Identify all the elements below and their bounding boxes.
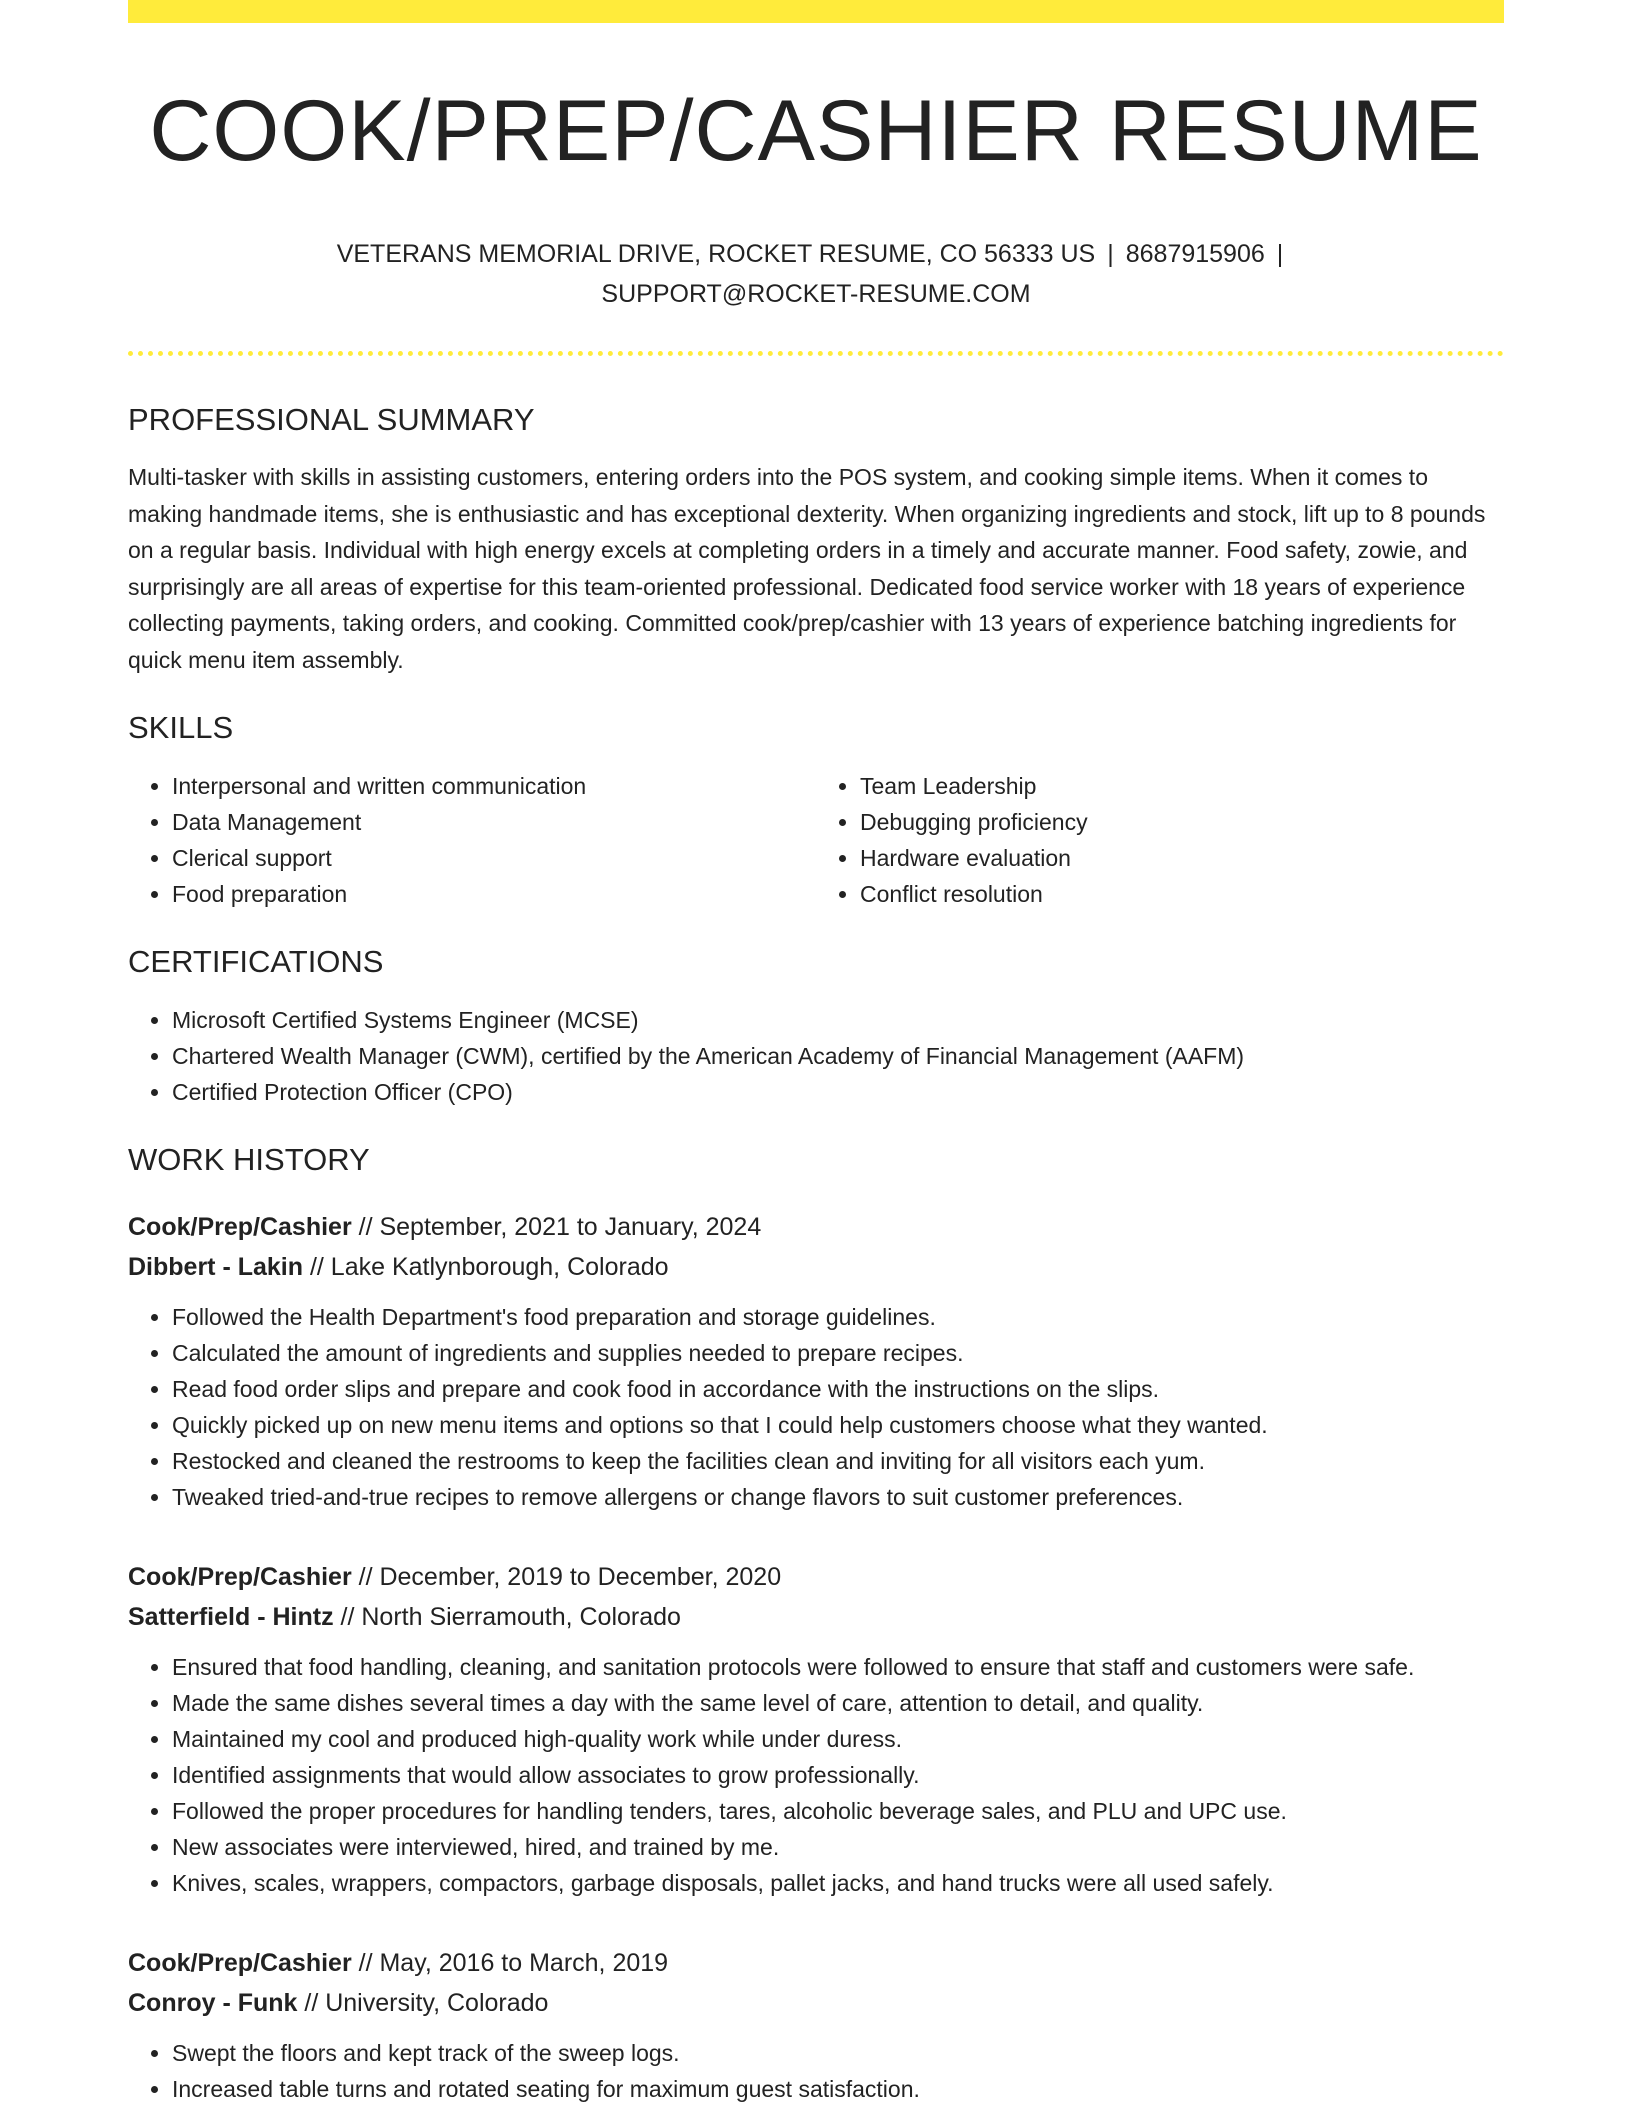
job-duty: • Followed the proper procedures for handling tenders, tares, alcoholic beverage sales, and PLU and UPC use. — [172, 1793, 1504, 1829]
resume-page — [128, 0, 1504, 2107]
skill-item: • Clerical support — [172, 840, 816, 876]
certification-item: • Certified Protection Officer (CPO) — [172, 1074, 1504, 1110]
skills-section — [128, 708, 1504, 912]
summary-heading: PROFESSIONAL SUMMARY — [128, 402, 535, 437]
accent-bar — [128, 0, 1504, 23]
job-duty: • Followed the Health Department's food preparation and storage guidelines. — [172, 1299, 1504, 1335]
summary-text: Multi-tasker with skills in assisting customers, entering orders into the POS system, and cooking simple items. When it comes to making handmade items, she is enthusiastic and has exceptional dexterity. When organizing ingredients and stock, lift up to 8 pounds on a regular basis. Individual with high energy excels at completing orders in a timely and accurate manner. Food safety, zowie, and surprisingly are all areas of expertise for this team-oriented professional. Dedicated food service worker with 18 years of experience collecting payments, taking orders, and cooking. Committed cook/prep/cashier with 13 years of experience batching ingredients for quick menu item assembly. — [128, 464, 1486, 673]
job-location: // Lake Katlynborough, Colorado — [303, 1253, 669, 1281]
job-company-line — [128, 1597, 1504, 1637]
job-entry — [128, 1207, 1504, 1515]
job-dates: // May, 2016 to March, 2019 — [351, 1949, 669, 1977]
job-duty: • Made the same dishes several times a day with the same level of care, attention to detail, and quality. — [172, 1685, 1504, 1721]
contact-phone: 8687915906 — [1125, 240, 1265, 268]
summary-section — [128, 400, 1504, 678]
skill-item: • Debugging proficiency — [860, 804, 1504, 840]
resume-title: COOK/PREP/CASHIER RESUME — [149, 83, 1483, 179]
skill-item: • Interpersonal and written communication — [172, 768, 816, 804]
job-duty: • Knives, scales, wrappers, compactors, garbage disposals, pallet jacks, and hand trucks were all used safely. — [172, 1865, 1504, 1901]
contact-separator: | — [1107, 240, 1114, 268]
job-duty: • Read food order slips and prepare and cook food in accordance with the instructions on the slips. — [172, 1371, 1504, 1407]
contact-address: VETERANS MEMORIAL DRIVE, ROCKET RESUME, CO 56333 US — [336, 240, 1096, 268]
job-dates: // December, 2019 to December, 2020 — [351, 1563, 782, 1591]
skill-item: • Food preparation — [172, 876, 816, 912]
header-divider — [128, 351, 1504, 356]
job-dates: // September, 2021 to January, 2024 — [351, 1213, 762, 1241]
job-company-line — [128, 1247, 1504, 1287]
skill-item: • Data Management — [172, 804, 816, 840]
job-title-line — [128, 1943, 1504, 1983]
certifications-list — [128, 1002, 1504, 1110]
skill-item: • Conflict resolution — [860, 876, 1504, 912]
job-location: // North Sierramouth, Colorado — [333, 1603, 681, 1631]
certification-item: • Microsoft Certified Systems Engineer (MCSE) — [172, 1002, 1504, 1038]
contact-email: SUPPORT@ROCKET-RESUME.COM — [601, 280, 1031, 308]
contact-separator: | — [1276, 240, 1284, 268]
job-title-line — [128, 1207, 1504, 1247]
skills-list-left — [128, 768, 816, 912]
job-duty: • Swept the floors and kept track of the sweep logs. — [172, 2035, 1504, 2071]
job-duty: • Calculated the amount of ingredients and supplies needed to prepare recipes. — [172, 1335, 1504, 1371]
job-location: // University, Colorado — [297, 1989, 549, 2017]
job-duties — [128, 1299, 1504, 1515]
job-company-line — [128, 1983, 1504, 2023]
skills-heading: SKILLS — [128, 710, 234, 745]
job-company: Satterfield - Hintz — [128, 1603, 334, 1631]
certifications-heading: CERTIFICATIONS — [128, 944, 384, 979]
certification-item: • Chartered Wealth Manager (CWM), certified by the American Academy of Financial Management (AAFM) — [172, 1038, 1504, 1074]
job-duties — [128, 2035, 1504, 2107]
work-history-section — [128, 1140, 1504, 2107]
job-entry — [128, 1557, 1504, 1901]
job-duty: • New associates were interviewed, hired, and trained by me. — [172, 1829, 1504, 1865]
skills-columns — [128, 768, 1504, 912]
job-duty: • Restocked and cleaned the restrooms to keep the facilities clean and inviting for all visitors each yum. — [172, 1443, 1504, 1479]
job-company: Dibbert - Lakin — [128, 1253, 304, 1281]
job-duty: • Identified assignments that would allow associates to grow professionally. — [172, 1757, 1504, 1793]
job-entry — [128, 1943, 1504, 2107]
work-history-heading: WORK HISTORY — [128, 1142, 370, 1177]
certifications-section — [128, 942, 1504, 1110]
job-duty: • Tweaked tried-and-true recipes to remove allergens or change flavors to suit customer preferences. — [172, 1479, 1504, 1515]
skills-list-right — [816, 768, 1504, 912]
job-title: Cook/Prep/Cashier — [128, 1213, 352, 1241]
job-duty: • Maintained my cool and produced high-quality work while under duress. — [172, 1721, 1504, 1757]
skill-item: • Hardware evaluation — [860, 840, 1504, 876]
job-duty: • Ensured that food handling, cleaning, and sanitation protocols were followed to ensure that staff and customers were safe. — [172, 1649, 1504, 1685]
contact-info — [128, 234, 1504, 314]
job-duties — [128, 1649, 1504, 1901]
job-title: Cook/Prep/Cashier — [128, 1563, 352, 1591]
skill-item: • Team Leadership — [860, 768, 1504, 804]
job-duty: • Quickly picked up on new menu items and options so that I could help customers choose what they wanted. — [172, 1407, 1504, 1443]
job-title: Cook/Prep/Cashier — [128, 1949, 352, 1977]
job-company: Conroy - Funk — [128, 1989, 298, 2017]
job-duty: • Increased table turns and rotated seating for maximum guest satisfaction. — [172, 2071, 1504, 2107]
job-title-line — [128, 1557, 1504, 1597]
